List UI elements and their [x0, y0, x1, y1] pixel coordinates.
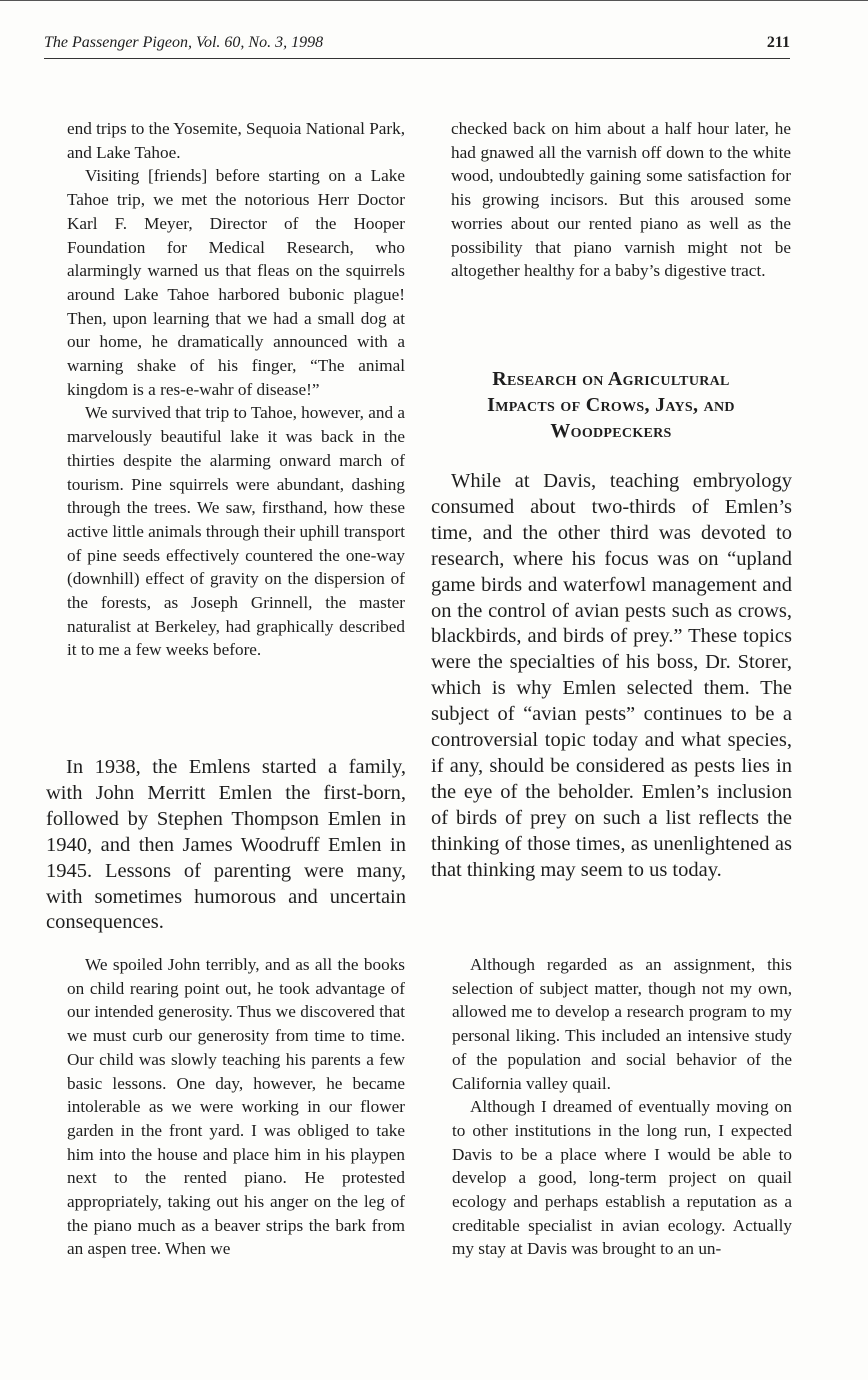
- paragraph: Although I dreamed of eventually moving on to other institutions in the long run, I expected Davis to be a place where I would be able to develop a good, long-term project on quail ecology and perhaps establish a reputation as a creditable specialist in avian ecology. Actually my stay at Davis was brought to an un-: [452, 1097, 792, 1259]
- left-quote-block-2: [67, 953, 405, 1261]
- journal-title: The Passenger Pigeon, Vol. 60, No. 3, 1998: [44, 34, 324, 51]
- paragraph: We survived that trip to Tahoe, however, and a marvelously beautiful lake it was back in the thirties despite the alarming onward march of tourism. Pine squirrels were abundant, dashing through the trees. We saw, firsthand, how these active little animals through their uphill transport of pine seeds effectively countered the one-way (downhill) effect of gravity on the dispersion of the forests, as Joseph Grinnell, the master naturalist at Berkeley, had graphically described it to me a few weeks before.: [67, 403, 406, 660]
- paragraph: We spoiled John terribly, and as all the books on child rearing point out, he took advantage of our intended generosity. Thus we discovered that we must curb our generosity from time to time. Our child was slowly teaching his parents a few basic lessons. One day, however, he became intolerable as we were working in our flower garden in the front yard. I was obliged to take him into the house and place him in his playpen next to the rented piano. He protested appropriately, taking out his anger on the leg of the piano much as a beaver strips the bark from an aspen tree. When we: [67, 955, 405, 1259]
- section-heading: Research on Agricultural Impacts of Crows, Jays, and Woodpeckers: [487, 368, 735, 442]
- right-quote-block-2: [452, 953, 792, 1261]
- paragraph: end trips to the Yosemite, Sequoia National Park, and Lake Tahoe.: [67, 119, 405, 162]
- paragraph: Although regarded as an assignment, this selection of subject matter, though not my own, allowed me to develop a research program to my personal liking. This included an intensive study of the population and social behavior of the California valley quail.: [452, 955, 792, 1093]
- page-number: 211: [766, 34, 790, 51]
- left-body-paragraph: In 1938, the Emlens started a family, with John Merritt Emlen the first-born, followed by Stephen Thompson Emlen in 1940, and then James Woodruff Emlen in 1945. Lessons of parenting were many, with sometimes humorous and uncertain consequences.: [46, 756, 406, 934]
- top-rule: [0, 0, 868, 1]
- paragraph: checked back on him about a half hour later, he had gnawed all the varnish off down to the white wood, undoubtedly gaining some satisfaction for his growing incisors. But this aroused some worries about our rented piano as well as the possibility that piano varnish might not be altogether healthy for a baby’s digestive tract.: [451, 119, 791, 281]
- left-quote-block-1: [67, 117, 405, 662]
- paragraph: Visiting [friends] before starting on a Lake Tahoe trip, we met the notorious Herr Doctor Karl F. Meyer, Director of the Hooper Foundation for Medical Research, who alarmingly warned us that fleas on the squirrels around Lake Tahoe harbored bubonic plague! Then, upon learning that we had a small dog at our home, he dramatically announced with a warning shake of his finger, “The animal kingdom is a res-e-wahr of disease!”: [67, 166, 405, 399]
- running-head: [44, 34, 790, 59]
- right-quote-block-1: [451, 117, 791, 283]
- right-body-paragraph: While at Davis, teaching embryology consumed about two-thirds of Emlen’s time, and the other third was devoted to research, where his focus was on “upland game birds and waterfowl management and on the control of avian pests such as crows, blackbirds, and birds of prey.” These topics were the specialties of his boss, Dr. Storer, which is why Emlen selected them. The subject of “avian pests” continues to be a controversial topic today and what species, if any, should be considered as pests lies in the eye of the beholder. Emlen’s inclusion of birds of prey on such a list reflects the thinking of those times, as unenlightened as that thinking may seem to us today.: [431, 470, 792, 881]
